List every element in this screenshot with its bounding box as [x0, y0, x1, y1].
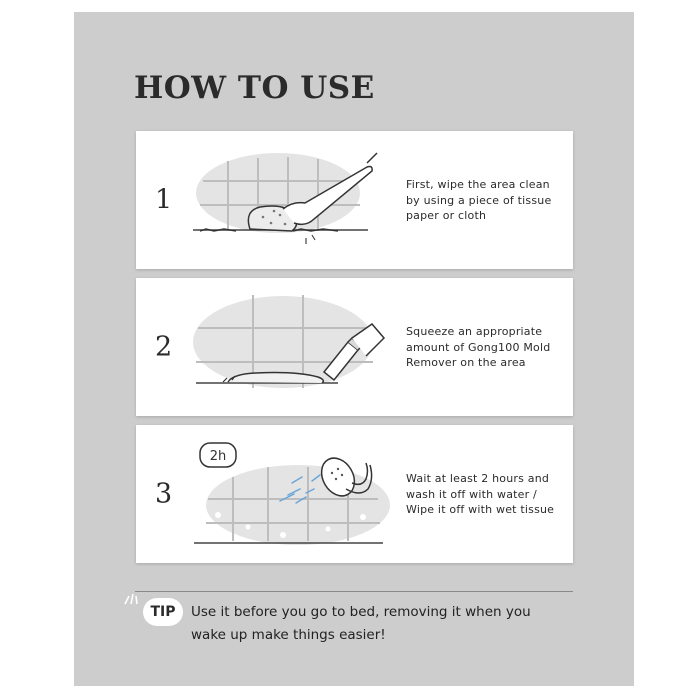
- step-description: Squeeze an appropriate amount of Gong100 Mold Remover on the area: [406, 324, 551, 369]
- step-card-1: [136, 131, 573, 269]
- step-card-2: [136, 278, 573, 416]
- page-title: HOW TO USE: [134, 70, 375, 106]
- step-number: 1: [155, 184, 173, 216]
- step-number: 2: [155, 331, 173, 363]
- tip-divider: [135, 591, 573, 592]
- step-description: First, wipe the area clean by using a piece of tissue paper or cloth: [406, 177, 552, 222]
- sponge-wipe-icon: [188, 143, 393, 257]
- sparkle-icon: [122, 592, 142, 606]
- tube-squeeze-icon: [188, 290, 393, 404]
- clock-label: 2h: [209, 449, 227, 464]
- tip-badge: TIP: [143, 598, 183, 626]
- step-number: 3: [155, 478, 173, 510]
- tip-text: Use it before you go to bed, removing it when you wake up make things easier!: [191, 604, 531, 643]
- step-description: Wait at least 2 hours and wash it off with water / Wipe it off with wet tissue: [406, 471, 555, 516]
- step-card-3: [136, 425, 573, 563]
- shower-head-icon: [188, 437, 393, 551]
